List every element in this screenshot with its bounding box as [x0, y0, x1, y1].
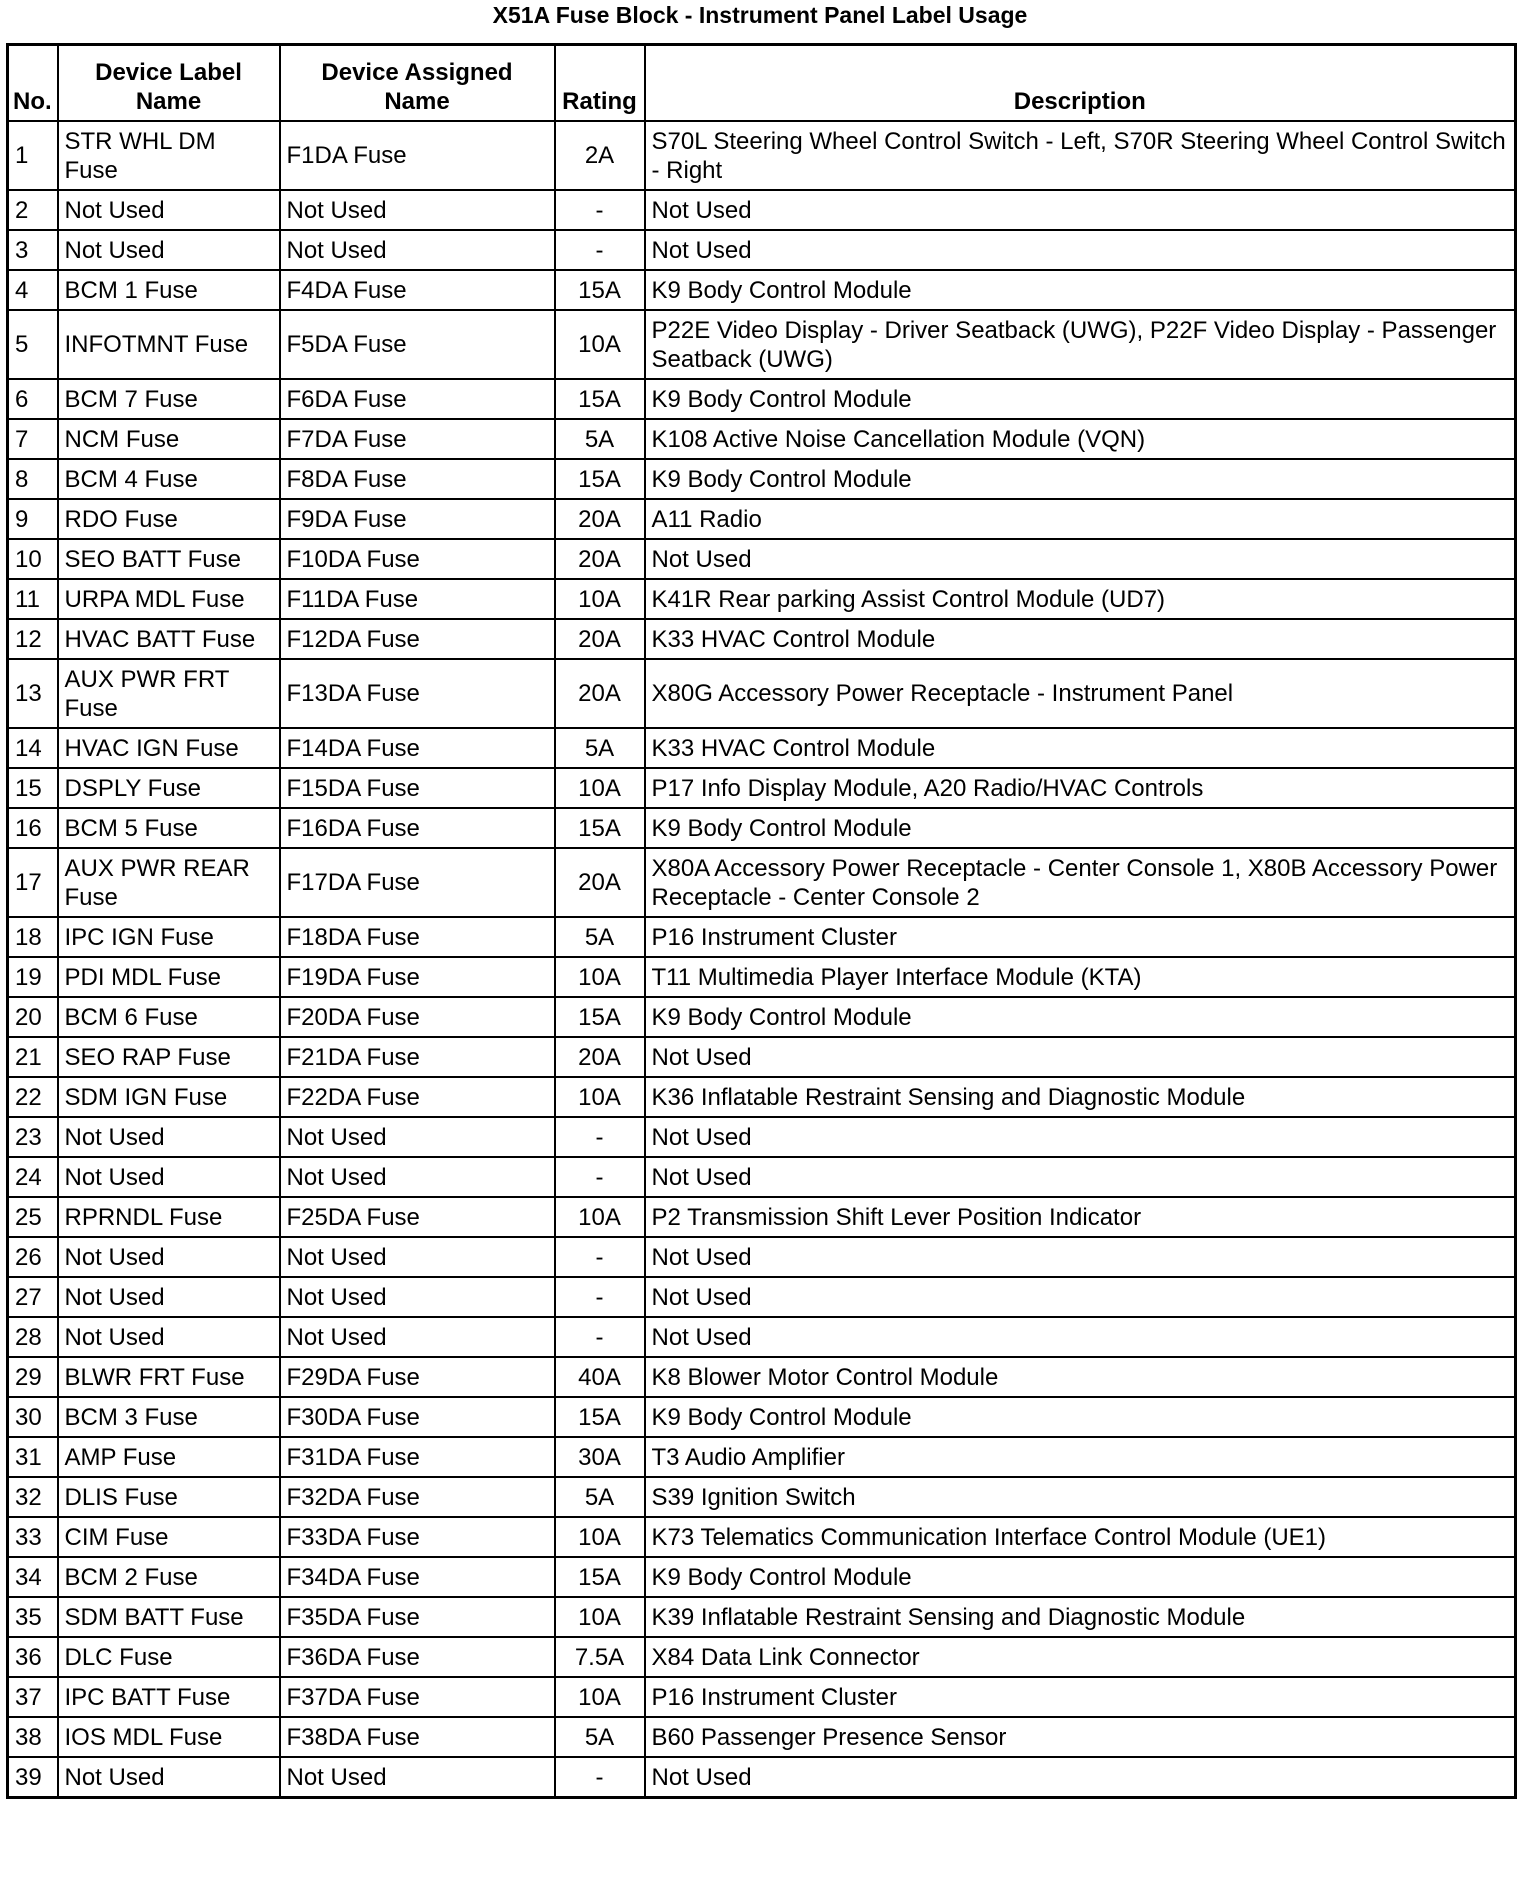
cell-rating: 2A: [555, 121, 645, 190]
cell-device-assigned-name: F10DA Fuse: [280, 539, 555, 579]
header-row: [8, 45, 1516, 122]
cell-device-assigned-name: F36DA Fuse: [280, 1637, 555, 1677]
cell-no: 34: [8, 1557, 58, 1597]
table-row: [8, 1397, 1516, 1437]
table-row: [8, 1357, 1516, 1397]
cell-description: K9 Body Control Module: [645, 459, 1516, 499]
cell-device-assigned-name: F12DA Fuse: [280, 619, 555, 659]
cell-device-label-name: Not Used: [58, 190, 280, 230]
cell-device-assigned-name: F32DA Fuse: [280, 1477, 555, 1517]
cell-device-assigned-name: F11DA Fuse: [280, 579, 555, 619]
cell-device-assigned-name: F29DA Fuse: [280, 1357, 555, 1397]
cell-device-assigned-name: F22DA Fuse: [280, 1077, 555, 1117]
cell-no: 30: [8, 1397, 58, 1437]
cell-rating: 5A: [555, 728, 645, 768]
header-description: Description: [645, 45, 1516, 122]
table-row: [8, 1557, 1516, 1597]
cell-no: 39: [8, 1757, 58, 1798]
cell-description: P16 Instrument Cluster: [645, 917, 1516, 957]
cell-device-label-name: SEO BATT Fuse: [58, 539, 280, 579]
cell-rating: 20A: [555, 659, 645, 728]
cell-rating: 15A: [555, 270, 645, 310]
cell-no: 13: [8, 659, 58, 728]
cell-device-assigned-name: F15DA Fuse: [280, 768, 555, 808]
cell-device-label-name: DLC Fuse: [58, 1637, 280, 1677]
table-row: [8, 1317, 1516, 1357]
table-row: [8, 1197, 1516, 1237]
cell-rating: 15A: [555, 459, 645, 499]
cell-rating: 10A: [555, 579, 645, 619]
table-row: [8, 1117, 1516, 1157]
cell-no: 5: [8, 310, 58, 379]
table-row: [8, 379, 1516, 419]
cell-device-label-name: SDM IGN Fuse: [58, 1077, 280, 1117]
cell-no: 32: [8, 1477, 58, 1517]
cell-device-label-name: Not Used: [58, 1117, 280, 1157]
cell-device-assigned-name: F14DA Fuse: [280, 728, 555, 768]
cell-description: A11 Radio: [645, 499, 1516, 539]
table-row: [8, 728, 1516, 768]
cell-device-label-name: BCM 1 Fuse: [58, 270, 280, 310]
cell-rating: 20A: [555, 848, 645, 917]
table-row: [8, 659, 1516, 728]
cell-rating: 20A: [555, 499, 645, 539]
table-row: [8, 1237, 1516, 1277]
cell-device-label-name: DLIS Fuse: [58, 1477, 280, 1517]
cell-no: 15: [8, 768, 58, 808]
cell-device-assigned-name: F17DA Fuse: [280, 848, 555, 917]
table-row: [8, 579, 1516, 619]
cell-description: K9 Body Control Module: [645, 1397, 1516, 1437]
cell-no: 6: [8, 379, 58, 419]
document-title: X51A Fuse Block - Instrument Panel Label Usage: [492, 2, 1028, 28]
cell-device-assigned-name: F1DA Fuse: [280, 121, 555, 190]
table-row: [8, 499, 1516, 539]
cell-no: 12: [8, 619, 58, 659]
table-header: [8, 45, 1516, 122]
cell-device-assigned-name: F18DA Fuse: [280, 917, 555, 957]
cell-no: 24: [8, 1157, 58, 1197]
cell-rating: 5A: [555, 917, 645, 957]
table-row: [8, 768, 1516, 808]
cell-description: K9 Body Control Module: [645, 379, 1516, 419]
cell-device-label-name: BCM 7 Fuse: [58, 379, 280, 419]
cell-rating: -: [555, 1117, 645, 1157]
cell-description: Not Used: [645, 1037, 1516, 1077]
cell-rating: 20A: [555, 619, 645, 659]
cell-rating: 10A: [555, 1077, 645, 1117]
cell-description: B60 Passenger Presence Sensor: [645, 1717, 1516, 1757]
cell-rating: 10A: [555, 310, 645, 379]
cell-rating: 15A: [555, 997, 645, 1037]
cell-description: P17 Info Display Module, A20 Radio/HVAC Controls: [645, 768, 1516, 808]
table-row: [8, 1517, 1516, 1557]
cell-device-label-name: AUX PWR FRT Fuse: [58, 659, 280, 728]
cell-no: 19: [8, 957, 58, 997]
cell-device-label-name: HVAC IGN Fuse: [58, 728, 280, 768]
cell-device-label-name: NCM Fuse: [58, 419, 280, 459]
table-row: [8, 1637, 1516, 1677]
cell-rating: 15A: [555, 1397, 645, 1437]
cell-rating: 5A: [555, 1717, 645, 1757]
cell-rating: 15A: [555, 808, 645, 848]
header-no: No.: [8, 45, 58, 122]
table-row: [8, 230, 1516, 270]
cell-device-label-name: Not Used: [58, 230, 280, 270]
cell-device-label-name: BCM 3 Fuse: [58, 1397, 280, 1437]
cell-device-label-name: IPC IGN Fuse: [58, 917, 280, 957]
cell-no: 1: [8, 121, 58, 190]
cell-device-label-name: Not Used: [58, 1317, 280, 1357]
cell-description: K9 Body Control Module: [645, 270, 1516, 310]
cell-rating: 10A: [555, 957, 645, 997]
table-row: [8, 270, 1516, 310]
table-row: [8, 121, 1516, 190]
cell-no: 17: [8, 848, 58, 917]
cell-device-assigned-name: F9DA Fuse: [280, 499, 555, 539]
cell-device-assigned-name: F20DA Fuse: [280, 997, 555, 1037]
cell-no: 22: [8, 1077, 58, 1117]
cell-device-assigned-name: Not Used: [280, 230, 555, 270]
cell-device-label-name: STR WHL DM Fuse: [58, 121, 280, 190]
cell-device-assigned-name: F8DA Fuse: [280, 459, 555, 499]
cell-device-label-name: BLWR FRT Fuse: [58, 1357, 280, 1397]
cell-no: 8: [8, 459, 58, 499]
cell-no: 3: [8, 230, 58, 270]
cell-no: 7: [8, 419, 58, 459]
cell-rating: 10A: [555, 1677, 645, 1717]
cell-device-assigned-name: F4DA Fuse: [280, 270, 555, 310]
table-row: [8, 1477, 1516, 1517]
table-row: [8, 1717, 1516, 1757]
cell-device-label-name: BCM 2 Fuse: [58, 1557, 280, 1597]
table-row: [8, 1077, 1516, 1117]
cell-no: 21: [8, 1037, 58, 1077]
table-row: [8, 917, 1516, 957]
cell-device-assigned-name: Not Used: [280, 1277, 555, 1317]
cell-no: 35: [8, 1597, 58, 1637]
cell-device-label-name: BCM 4 Fuse: [58, 459, 280, 499]
cell-no: 4: [8, 270, 58, 310]
cell-device-assigned-name: F19DA Fuse: [280, 957, 555, 997]
cell-device-label-name: SEO RAP Fuse: [58, 1037, 280, 1077]
cell-device-assigned-name: F7DA Fuse: [280, 419, 555, 459]
cell-device-label-name: SDM BATT Fuse: [58, 1597, 280, 1637]
cell-device-assigned-name: F35DA Fuse: [280, 1597, 555, 1637]
cell-no: 27: [8, 1277, 58, 1317]
table-row: [8, 539, 1516, 579]
cell-device-label-name: RPRNDL Fuse: [58, 1197, 280, 1237]
cell-rating: 7.5A: [555, 1637, 645, 1677]
cell-description: K41R Rear parking Assist Control Module (UD7): [645, 579, 1516, 619]
cell-device-assigned-name: Not Used: [280, 1157, 555, 1197]
cell-description: K9 Body Control Module: [645, 997, 1516, 1037]
table-row: [8, 1157, 1516, 1197]
cell-description: Not Used: [645, 539, 1516, 579]
cell-device-label-name: BCM 6 Fuse: [58, 997, 280, 1037]
cell-rating: -: [555, 1237, 645, 1277]
cell-no: 33: [8, 1517, 58, 1557]
cell-description: Not Used: [645, 1317, 1516, 1357]
cell-no: 36: [8, 1637, 58, 1677]
cell-device-label-name: IOS MDL Fuse: [58, 1717, 280, 1757]
cell-no: 14: [8, 728, 58, 768]
cell-no: 11: [8, 579, 58, 619]
cell-description: S70L Steering Wheel Control Switch - Left, S70R Steering Wheel Control Switch - Right: [645, 121, 1516, 190]
table-row: [8, 1597, 1516, 1637]
cell-rating: 20A: [555, 539, 645, 579]
cell-no: 26: [8, 1237, 58, 1277]
cell-device-assigned-name: Not Used: [280, 1117, 555, 1157]
cell-rating: 15A: [555, 379, 645, 419]
cell-no: 2: [8, 190, 58, 230]
cell-description: S39 Ignition Switch: [645, 1477, 1516, 1517]
fuse-table: [6, 43, 1517, 1799]
cell-rating: 40A: [555, 1357, 645, 1397]
cell-no: 37: [8, 1677, 58, 1717]
cell-description: K39 Inflatable Restraint Sensing and Diagnostic Module: [645, 1597, 1516, 1637]
cell-no: 31: [8, 1437, 58, 1477]
cell-description: T3 Audio Amplifier: [645, 1437, 1516, 1477]
cell-device-label-name: CIM Fuse: [58, 1517, 280, 1557]
cell-description: K33 HVAC Control Module: [645, 728, 1516, 768]
cell-no: 16: [8, 808, 58, 848]
cell-device-assigned-name: F21DA Fuse: [280, 1037, 555, 1077]
cell-rating: 15A: [555, 1557, 645, 1597]
table-row: [8, 957, 1516, 997]
cell-device-label-name: PDI MDL Fuse: [58, 957, 280, 997]
cell-rating: 10A: [555, 1197, 645, 1237]
table-row: [8, 997, 1516, 1037]
header-device-label-name: Device Label Name: [58, 45, 280, 122]
cell-rating: -: [555, 1757, 645, 1798]
cell-description: K108 Active Noise Cancellation Module (VQN): [645, 419, 1516, 459]
cell-rating: 5A: [555, 1477, 645, 1517]
cell-no: 38: [8, 1717, 58, 1757]
table-row: [8, 1757, 1516, 1798]
cell-description: X80A Accessory Power Receptacle - Center Console 1, X80B Accessory Power Receptacle - Center Console 2: [645, 848, 1516, 917]
cell-device-assigned-name: Not Used: [280, 1757, 555, 1798]
cell-device-label-name: Not Used: [58, 1277, 280, 1317]
cell-description: K9 Body Control Module: [645, 1557, 1516, 1597]
cell-device-label-name: HVAC BATT Fuse: [58, 619, 280, 659]
cell-description: X80G Accessory Power Receptacle - Instrument Panel: [645, 659, 1516, 728]
cell-no: 18: [8, 917, 58, 957]
cell-device-assigned-name: Not Used: [280, 1237, 555, 1277]
cell-no: 20: [8, 997, 58, 1037]
cell-description: Not Used: [645, 1277, 1516, 1317]
cell-device-label-name: AMP Fuse: [58, 1437, 280, 1477]
cell-description: T11 Multimedia Player Interface Module (KTA): [645, 957, 1516, 997]
cell-device-label-name: BCM 5 Fuse: [58, 808, 280, 848]
cell-device-assigned-name: F31DA Fuse: [280, 1437, 555, 1477]
cell-rating: 30A: [555, 1437, 645, 1477]
cell-description: Not Used: [645, 1757, 1516, 1798]
cell-description: K9 Body Control Module: [645, 808, 1516, 848]
table-body: [8, 121, 1516, 1798]
cell-device-label-name: Not Used: [58, 1237, 280, 1277]
cell-device-label-name: RDO Fuse: [58, 499, 280, 539]
table-row: [8, 190, 1516, 230]
cell-description: Not Used: [645, 190, 1516, 230]
header-rating: Rating: [555, 45, 645, 122]
cell-device-label-name: AUX PWR REAR Fuse: [58, 848, 280, 917]
cell-no: 25: [8, 1197, 58, 1237]
table-row: [8, 459, 1516, 499]
cell-no: 28: [8, 1317, 58, 1357]
cell-no: 23: [8, 1117, 58, 1157]
cell-description: X84 Data Link Connector: [645, 1637, 1516, 1677]
cell-device-assigned-name: F37DA Fuse: [280, 1677, 555, 1717]
cell-device-assigned-name: F16DA Fuse: [280, 808, 555, 848]
cell-device-assigned-name: F13DA Fuse: [280, 659, 555, 728]
cell-description: P16 Instrument Cluster: [645, 1677, 1516, 1717]
cell-rating: -: [555, 230, 645, 270]
cell-description: K36 Inflatable Restraint Sensing and Diagnostic Module: [645, 1077, 1516, 1117]
cell-description: Not Used: [645, 1157, 1516, 1197]
table-row: [8, 310, 1516, 379]
cell-description: Not Used: [645, 1237, 1516, 1277]
cell-rating: -: [555, 1277, 645, 1317]
cell-description: P2 Transmission Shift Lever Position Indicator: [645, 1197, 1516, 1237]
cell-description: P22E Video Display - Driver Seatback (UWG), P22F Video Display - Passenger Seatback (UWG): [645, 310, 1516, 379]
cell-description: Not Used: [645, 1117, 1516, 1157]
cell-rating: 10A: [555, 768, 645, 808]
cell-no: 10: [8, 539, 58, 579]
cell-device-label-name: Not Used: [58, 1157, 280, 1197]
cell-no: 29: [8, 1357, 58, 1397]
cell-device-label-name: Not Used: [58, 1757, 280, 1798]
cell-device-assigned-name: F6DA Fuse: [280, 379, 555, 419]
cell-rating: 10A: [555, 1517, 645, 1557]
table-row: [8, 619, 1516, 659]
header-device-assigned-name: Device Assigned Name: [280, 45, 555, 122]
table-row: [8, 808, 1516, 848]
cell-rating: -: [555, 1317, 645, 1357]
cell-device-assigned-name: F33DA Fuse: [280, 1517, 555, 1557]
cell-rating: 5A: [555, 419, 645, 459]
cell-device-assigned-name: F34DA Fuse: [280, 1557, 555, 1597]
cell-device-assigned-name: F38DA Fuse: [280, 1717, 555, 1757]
cell-description: K8 Blower Motor Control Module: [645, 1357, 1516, 1397]
cell-rating: 10A: [555, 1597, 645, 1637]
cell-description: Not Used: [645, 230, 1516, 270]
table-row: [8, 848, 1516, 917]
table-row: [8, 1437, 1516, 1477]
cell-rating: -: [555, 190, 645, 230]
cell-device-assigned-name: Not Used: [280, 190, 555, 230]
cell-device-label-name: IPC BATT Fuse: [58, 1677, 280, 1717]
cell-rating: 20A: [555, 1037, 645, 1077]
cell-device-assigned-name: Not Used: [280, 1317, 555, 1357]
cell-device-assigned-name: F25DA Fuse: [280, 1197, 555, 1237]
cell-device-label-name: DSPLY Fuse: [58, 768, 280, 808]
table-row: [8, 1037, 1516, 1077]
cell-device-assigned-name: F5DA Fuse: [280, 310, 555, 379]
table-row: [8, 419, 1516, 459]
cell-device-label-name: INFOTMNT Fuse: [58, 310, 280, 379]
cell-device-assigned-name: F30DA Fuse: [280, 1397, 555, 1437]
cell-device-label-name: URPA MDL Fuse: [58, 579, 280, 619]
table-row: [8, 1277, 1516, 1317]
table-row: [8, 1677, 1516, 1717]
cell-description: K33 HVAC Control Module: [645, 619, 1516, 659]
cell-description: K73 Telematics Communication Interface Control Module (UE1): [645, 1517, 1516, 1557]
cell-no: 9: [8, 499, 58, 539]
cell-rating: -: [555, 1157, 645, 1197]
